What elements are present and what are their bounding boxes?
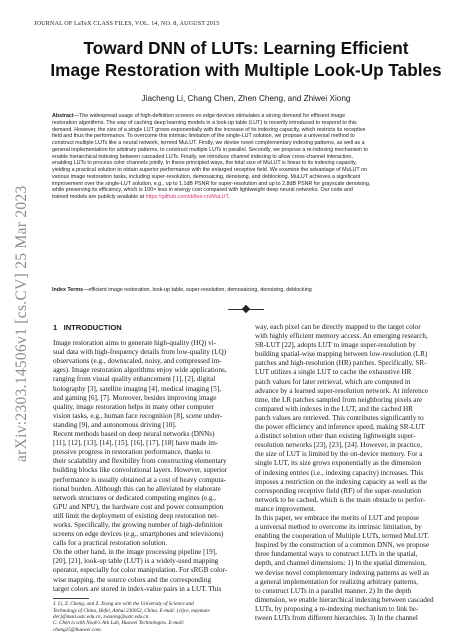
body-line: target colors are stored in index-value pairs in a LUT. This	[53, 584, 222, 593]
footnote	[53, 601, 235, 632]
body-line: a distinct solution other than existing lightweight super-	[255, 432, 416, 441]
abstract-line: general implementation for arbitrary patterns, to construct multiple LUTs in parallel. Secondly, we propose a re-indexing mechanism to	[52, 146, 368, 153]
body-line: wise mapping, the source colors and the corresponding	[53, 575, 212, 584]
body-line: quality, image restoration helps in many other computer	[53, 402, 214, 411]
body-line: and gaming [6], [7]. Moreover, besides improving image	[53, 393, 217, 402]
body-line: tional burden. Although this can be alleviated by elaborate	[53, 484, 221, 493]
body-line: mance improvement.	[255, 504, 316, 513]
body-line: building blocks like convolutional layers. However, superior	[53, 466, 228, 475]
body-line: Inspired by the construction of a common DNN, we propose	[255, 541, 430, 550]
left-body	[53, 339, 235, 594]
body-line: LUT utilizes a single LUT to cache the exhaustive HR	[255, 368, 412, 377]
body-line: Recent methods based on deep neural networks (DNNs)	[53, 430, 215, 439]
body-line: single LUT, its size grows exponentially as the dimension	[255, 459, 422, 468]
abstract-line: construct multiple LUTs like a neural network, termed MuLUT. Firstly, we devise novel complementary indexing patterns, as well as a	[52, 140, 365, 146]
body-line: pressive progress in restoration performance, thanks to	[53, 448, 211, 457]
body-line: GPU and NPU), the hardware cost and power consumption	[53, 502, 224, 511]
abstract-line: while preserving its efficiency, which is 100× less in energy cost compared with lightweight deep neural networks. Our code and	[52, 187, 353, 194]
section-heading	[53, 323, 235, 332]
abstract-line: Abstract—The widespread usage of high-definition screens on edge devices stimulates a strong demand for efficient image	[52, 113, 346, 119]
body-line: In this paper, we embrace the merits of LUT and propose	[255, 513, 420, 522]
body-line: their scalability and flexibility from constructing elementary	[53, 457, 227, 466]
body-line: observations (e.g., downscaled, noisy, and compressed im-	[53, 357, 222, 366]
body-line: building spatial-wise mapping between low-resolution (LR)	[255, 350, 428, 359]
abstract-line: enabling LUTs to process color channels jointly. In these principled ways, the total size of MuLUT is linear to its indexing capacity,	[52, 160, 357, 167]
arxiv-stamp: arXiv:2303.14506v1 [cs.CV] 25 Mar 2023	[13, 185, 30, 462]
body-line: [20], [21], look-up table (LUT) is a widely-used mapping	[53, 557, 219, 566]
body-line: vision tasks, e.g., human face recognition [8], scene under-	[53, 411, 223, 420]
body-line: dimension, we enable hierarchical indexing between cascaded	[255, 595, 434, 604]
abstract-line: demand. However, the size of a single LUT grows exponentially with the increase of its indexing capacity, which restricts its receptive	[52, 126, 366, 133]
body-line: ranging from visual quality enhancement [1], [2], digital	[53, 375, 216, 384]
body-line: of indexing entries (i.e., indexing capacity) increases. This	[255, 468, 424, 477]
body-line: network structures or dedicated computing engines (e.g.,	[53, 493, 217, 502]
body-line: [11], [12], [13], [14], [15], [16], [17], [18] have made im-	[53, 439, 219, 448]
body-line: LUTs, by proposing a re-indexing mechanism to link be-	[255, 604, 419, 613]
body-line: SR-LUT [22], adopts LUT to image super-resolution by	[255, 341, 416, 350]
body-line: ages). Image restoration algorithms enjoy wide applications,	[53, 366, 227, 375]
left-column	[53, 323, 235, 633]
body-line: a general implementation for realizing arbitrary patterns,	[255, 577, 419, 586]
abstract-line: restoration algorithms. The way of caching deep learning models in a look-up table (LUT) is recently introduced to respond to this	[52, 119, 357, 126]
right-body	[255, 323, 437, 623]
body-line: with highly efficient memory access. An emerging research,	[255, 332, 428, 341]
body-line: patch values for later retrieval, which are computed in	[255, 377, 411, 386]
abstract-line: yielding a practical solution to obtain superior performance with the enlarged receptive field. We examine the advantage of MuLUT on	[52, 167, 367, 173]
footnote-line: chang25@huawei.com.	[53, 626, 102, 633]
footnote-line: Technology of China, Hefei, Anhui 230052, China. E-mail: {cljce, mayman-	[53, 607, 211, 614]
body-line: way, each pixel can be directly mapped to the target color	[255, 323, 421, 331]
body-line: advance by a learned super-resolution network. At inference	[255, 386, 429, 395]
body-line: holography [3], satellite imaging [4], medical imaging [5],	[53, 384, 222, 393]
body-line: screens on edge devices (e.g., smartphones and televisions)	[53, 530, 224, 539]
body-line: Image restoration aims to generate high-quality (HQ) vi-	[53, 339, 217, 348]
body-line: calls for a practical restoration solution.	[53, 539, 168, 548]
body-line: works. Specifically, the growing number of high-definition	[53, 520, 223, 529]
index-terms-label: Index Terms	[52, 287, 84, 293]
section-title: INTRODUCTION	[63, 323, 122, 332]
abstract-line: improvement over the single-LUT solution, e.g., up to 1.1dB PSNR for super-resolution and up to 2.8dB PSNR for grayscale denoising,	[52, 180, 371, 187]
title-line: Toward DNN of LUTs: Learning Efficient	[83, 38, 409, 58]
body-line: standing [9], and autonomous driving [10].	[53, 420, 177, 429]
body-line: depth, and channel dimensions: 1) In the spatial dimension,	[255, 559, 426, 568]
body-line: performance is usually obtained at a cost of heavy computa-	[53, 475, 227, 484]
body-line: we devise novel complementary indexing patterns as well as	[255, 568, 430, 577]
body-line: network to be cached, which is the main obstacle to perfor-	[255, 495, 426, 504]
body-line: still limit the deployment of existing deep restoration net-	[53, 511, 219, 520]
footnote-line: J. Li, Z. Cheng, and Z. Xiong are with the University of Science and	[53, 601, 194, 608]
abstract	[52, 113, 440, 201]
body-line: resolution networks [23], [23], [24]. However, in practice,	[255, 441, 422, 450]
footnote-line: der}@mail.ustc.edu.cn, zwxiong@ustc.edu.cn.	[53, 613, 150, 620]
body-line: operator, especially for color manipulation. For sRGB color-	[53, 566, 228, 575]
code-link[interactable]: https://github.com/ddlee-cn/MuLUT	[145, 194, 229, 200]
body-line: the power efficiency and inference speed, making SR-LUT	[255, 423, 425, 432]
paper-title	[50, 37, 442, 81]
abstract-line: enable hierarchical indexing between cascaded LUTs. Finally, we introduce channel indexing to allow cross-channel interaction,	[52, 153, 353, 160]
body-line: corresponding receptive field (RF) of the super-resolution	[255, 486, 422, 495]
index-terms-text: —efficient image restoration, look-up table, super-resolution, demosaicing, denoising, deblocking	[83, 287, 312, 293]
body-line: to construct LUTs in a parallel manner. 2) In the depth	[255, 586, 412, 595]
body-line: compared with indexes in the LUT, and the cached HR	[255, 404, 413, 413]
abstract-line: field and thus the performance. To overcome this intrinsic limitation of the single-LUT solution, we propose a universal method to	[52, 133, 355, 140]
running-head: JOURNAL OF LaTeX CLASS FILES, VOL. 14, NO. 8, AUGUST 2015	[34, 20, 220, 27]
abstract-label: Abstract	[52, 113, 74, 119]
body-line: time, the LR patches sampled from neighboring pixels are	[255, 395, 423, 404]
body-line: patch values are retrieved. This contributes significantly to	[255, 413, 424, 422]
body-line: three fundamental ways to construct LUTs in the spatial,	[255, 550, 418, 559]
right-column	[255, 323, 437, 623]
footnote-rule	[53, 598, 89, 599]
body-line: the size of LUT is limited by the on-device memory. For a	[255, 450, 423, 459]
author-list: Jiacheng Li, Chang Chen, Zhen Cheng, and Zhiwei Xiong	[141, 94, 351, 103]
body-line: tween LUTs from different hierarchies. 3) In the channel	[255, 614, 418, 622]
abstract-line: various image restoration tasks, including super-resolution, demosaicing, denoising, and deblocking. MuLUT achieves a significant	[52, 173, 361, 180]
body-line: sual data with high-frequency details from low-quality (LQ)	[53, 348, 227, 357]
index-terms	[52, 287, 440, 293]
abstract-line: trained models are publicly available at https://github.com/ddlee-cn/MuLUT.	[52, 194, 230, 200]
footnote-line: C. Chen is with Noah's Ark Lab, Huawei Technologies. E-mail:	[53, 620, 185, 627]
body-line: enabling the cooperation of Multiple LUTs, termed MuLUT.	[255, 532, 430, 541]
body-line: On the other hand, in the image processing pipeline [19],	[53, 548, 217, 557]
section-divider	[228, 305, 264, 313]
body-line: patches and high-resolution (HR) patches. Specifically, SR-	[255, 359, 427, 368]
section-number: 1	[53, 323, 58, 332]
body-line: imposes a restriction on the indexing capacity as well as the	[255, 477, 428, 486]
body-line: a universal method to overcome its intrinsic limitation, by	[255, 523, 422, 532]
title-line: Image Restoration with Multiple Look-Up Tables	[50, 60, 442, 80]
